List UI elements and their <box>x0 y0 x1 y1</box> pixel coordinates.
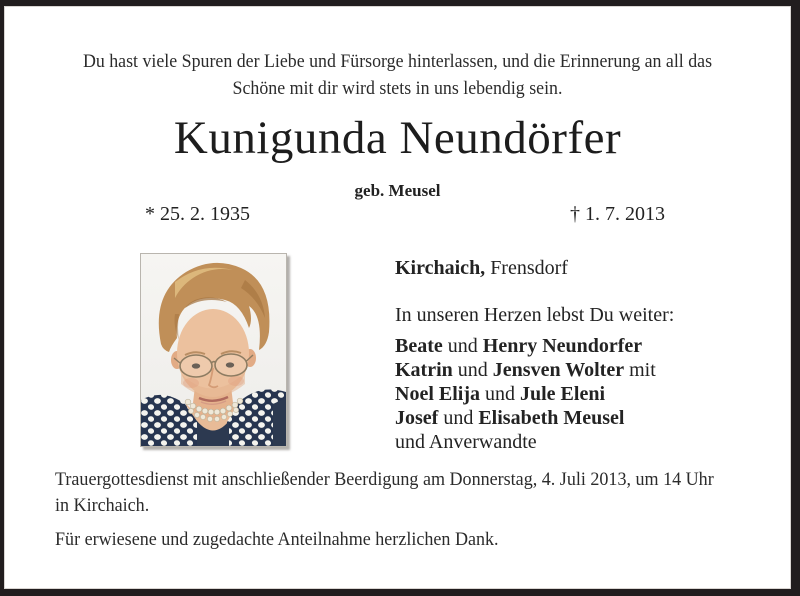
family-name: Jule Eleni <box>520 383 606 405</box>
family-name: Henry Neundorfer <box>482 335 643 357</box>
family-section <box>395 258 735 454</box>
family-connector: und <box>452 359 493 381</box>
family-connector: und <box>438 407 479 429</box>
family-line <box>395 382 735 406</box>
family-connector: und Anverwandte <box>395 431 537 453</box>
birth-date: * 25. 2. 1935 <box>145 203 250 225</box>
family-name: Josef <box>395 407 439 429</box>
service-line-1: Trauergottesdienst mit anschließender Beerdigung am Donnerstag, 4. Juli 2013, um 14 Uhr <box>55 469 714 490</box>
family-name: Noel Elija <box>395 383 480 405</box>
family-connector: und <box>480 383 520 405</box>
location-town: Kirchaich, <box>395 257 486 279</box>
family-line <box>395 430 735 454</box>
maiden-name: geb. Meusel <box>354 181 441 200</box>
memorial-quote-line-2: Schöne mit dir wird stets in uns lebendig sein. <box>232 78 563 99</box>
family-connector: und <box>442 335 483 357</box>
herzen-line: In unseren Herzen lebst Du weiter: <box>395 304 675 326</box>
life-dates <box>145 203 665 226</box>
deceased-name: Kunigunda Neundörfer <box>173 112 622 164</box>
service-announcement <box>55 467 739 519</box>
family-line <box>395 334 735 358</box>
obituary-card <box>5 7 790 588</box>
memorial-quote <box>29 48 767 102</box>
thanks-line: Für erwiesene und zugedachte Anteilnahme herzlichen Dank. <box>55 529 499 550</box>
location-line <box>395 258 735 278</box>
family-name: Beate <box>395 335 443 357</box>
service-line-2: in Kirchaich. <box>55 495 150 516</box>
death-date: † 1. 7. 2013 <box>570 203 665 225</box>
portrait-photo <box>140 253 287 447</box>
family-name: Jensven Wolter <box>492 359 625 381</box>
family-name: Elisabeth Meusel <box>478 407 625 429</box>
location-region: Frensdorf <box>485 257 568 279</box>
family-name: Katrin <box>395 359 453 381</box>
portrait-illustration <box>141 254 286 446</box>
family-connector: mit <box>624 359 656 381</box>
family-line <box>395 406 735 430</box>
memorial-quote-line-1: Du hast viele Spuren der Liebe und Fürsorge hinterlassen, und die Erinnerung an all das <box>82 51 713 72</box>
family-line <box>395 358 735 382</box>
